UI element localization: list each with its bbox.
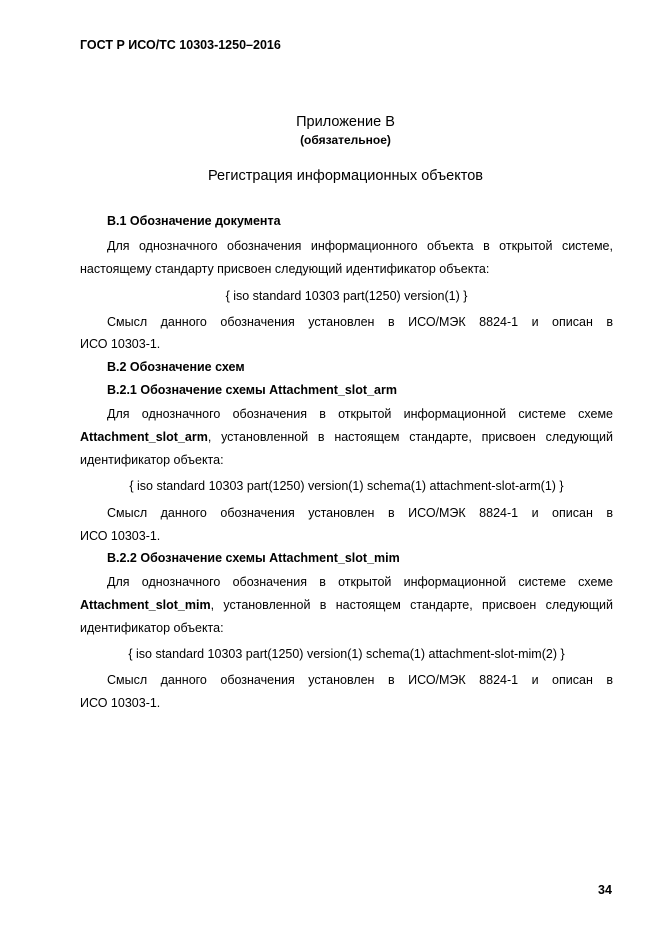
annex-title: Приложение В	[296, 114, 395, 130]
section-b22-para2-line1: Смысл данного обозначения установлен в ИСО/МЭК 8824-1 и описан в	[107, 673, 613, 687]
section-b21-para1-line2	[80, 430, 613, 444]
section-b1-para1-line2: настоящему стандарту присвоен следующий идентификатор объекта:	[80, 262, 490, 276]
section-b21-para1-line3: идентификатор объекта:	[80, 453, 224, 467]
annex-status: (обязательное)	[300, 133, 391, 147]
section-b22-para2-line2: ИСО 10303-1.	[80, 696, 161, 710]
annex-heading: Регистрация информационных объектов	[208, 168, 483, 184]
section-b1-para1-line1: Для однозначного обозначения информационного объекта в открытой системе,	[107, 239, 613, 253]
section-b21-heading: В.2.1 Обозначение схемы Attachment_slot_arm	[107, 383, 397, 397]
section-b1-identifier: { iso standard 10303 part(1250) version(1) }	[225, 289, 468, 303]
section-b22-para1-line3: идентификатор объекта:	[80, 621, 224, 635]
section-b21-identifier: { iso standard 10303 part(1250) version(1) schema(1) attachment-slot-arm(1) }	[129, 479, 564, 493]
section-b22-para1-line1: Для однозначного обозначения в открытой информационной системе схеме	[107, 575, 613, 589]
section-b21-para2-line1: Смысл данного обозначения установлен в ИСО/МЭК 8824-1 и описан в	[107, 506, 613, 520]
section-b1-para2-line2: ИСО 10303-1.	[80, 337, 161, 351]
document-header-code: ГОСТ Р ИСО/ТС 10303-1250–2016	[80, 38, 281, 52]
section-b21-para1-line1: Для однозначного обозначения в открытой информационной системе схеме	[107, 407, 613, 421]
section-b2-heading: В.2 Обозначение схем	[107, 360, 245, 374]
section-b21-para2-line2: ИСО 10303-1.	[80, 529, 161, 543]
section-b22-para1-line2	[80, 598, 613, 612]
section-b21-para1-line2-rest: , установленной в настоящем стандарте, присвоен следующий	[207, 430, 613, 444]
schema-name-arm: Attachment_slot_arm	[80, 430, 208, 444]
section-b22-heading: В.2.2 Обозначение схемы Attachment_slot_mim	[107, 551, 400, 565]
section-b22-identifier: { iso standard 10303 part(1250) version(1) schema(1) attachment-slot-mim(2) }	[128, 647, 565, 661]
section-b1-heading: В.1 Обозначение документа	[107, 214, 281, 228]
section-b22-para1-line2-rest: , установленной в настоящем стандарте, присвоен следующий	[210, 598, 613, 612]
schema-name-mim: Attachment_slot_mim	[80, 598, 211, 612]
section-b1-para2-line1: Смысл данного обозначения установлен в ИСО/МЭК 8824-1 и описан в	[107, 315, 613, 329]
page-number: 34	[598, 883, 612, 897]
